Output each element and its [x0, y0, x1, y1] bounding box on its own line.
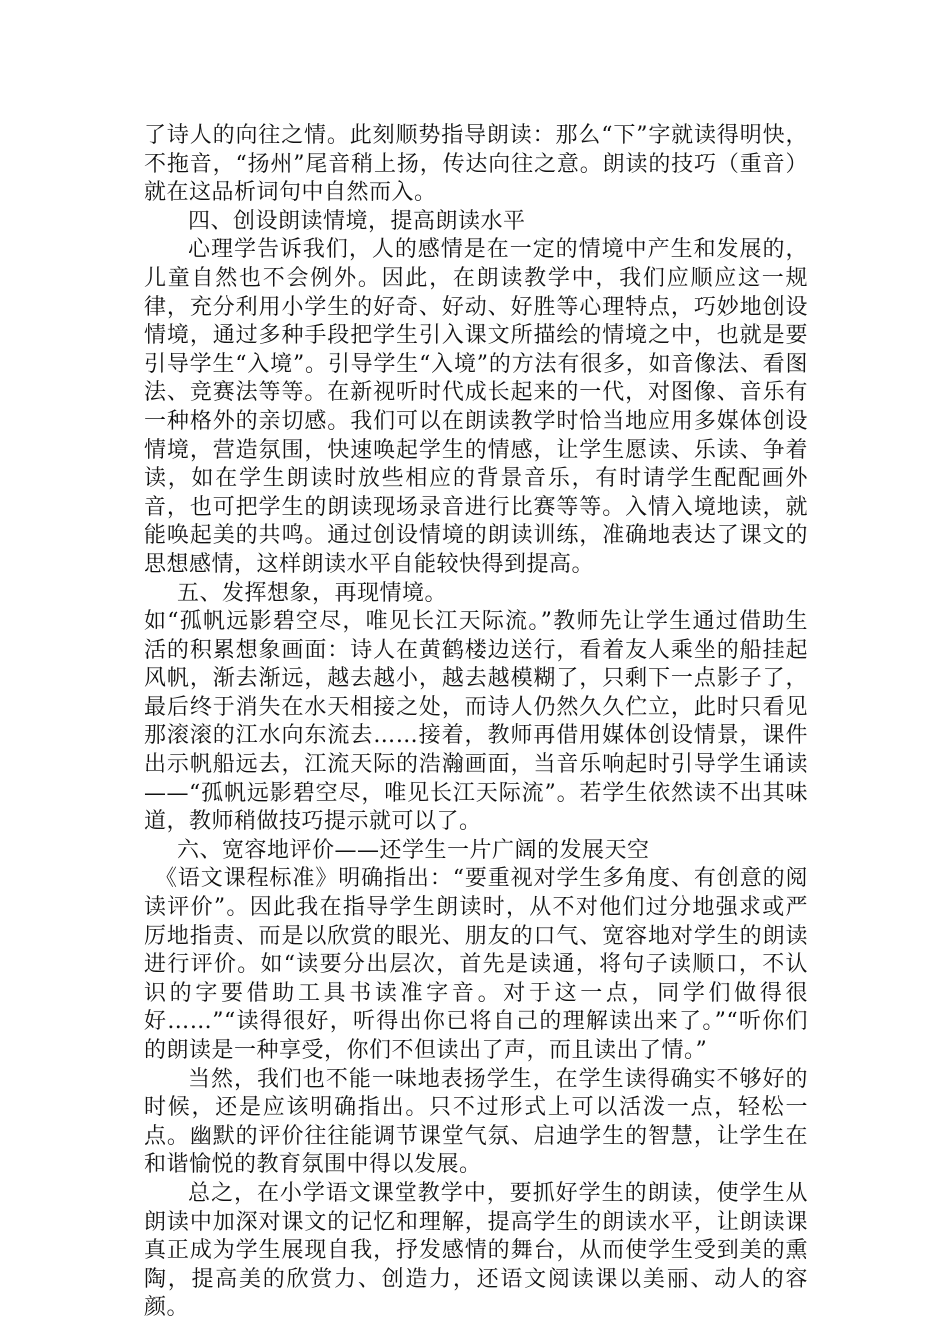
section-heading-6: 六、宽容地评价——还学生一片广阔的发展天空: [177, 837, 650, 863]
paragraph-section-6: 《语文课程标准》明确指出：“要重视对学生多角度、有创意的阅读评价”。因此我在指导学生朗读时，从不对他们过分地强求或严厉地指责、而是以欣赏的眼光、朋友的口气、宽容地对学生的朗读进行评价。如“读要分出层次，首先是读通，将句子读顺口，不认识的字要借助工具书读准字音。对于这一点，同学们做得很好……”“读得很好，听得出你已将自己的理解读出来了。”“听你们的朗读是一种享受，你们不但读出了声，而且读出了情。”: [144, 866, 808, 1063]
section-heading-5: 五、发挥想象，再现情境。: [177, 580, 448, 606]
paragraph-section-4: 心理学告诉我们，人的感情是在一定的情境中产生和发展的，儿童自然也不会例外。因此，在朗读教学中，我们应顺应这一规律，充分利用小学生的好奇、好动、好胜等心理特点，巧妙地创设情境，通过多种手段把学生引入课文所描绘的情境之中，也就是要引导学生“入境”。引导学生“入境”的方法有很多，如音像法、看图法、竞赛法等等。在新视听时代成长起来的一代，对图像、音乐有一种格外的亲切感。我们可以在朗读教学时恰当地应用多媒体创设情境，营造氛围，快速唤起学生的情感，让学生愿读、乐读、争着读，如在学生朗读时放些相应的背景音乐，有时请学生配配画外音，也可把学生的朗读现场录音进行比赛等等。入情入境地读，就能唤起美的共鸣。通过创设情境的朗读训练，准确地表达了课文的思想感情，这样朗读水平自能较快得到提高。: [144, 237, 808, 577]
paragraph-section-5: 如“孤帆远影碧空尽，唯见长江天际流。”教师先让学生通过借助生活的积累想象画面：诗人在黄鹤楼边送行，看着友人乘坐的船挂起风帆，渐去渐远，越去越小，越去越模糊了，只剩下一点影子了，最后终于消失在水天相接之处，而诗人仍然久久伫立，此时只看见那滚滚的江水向东流去……接着，教师再借用媒体创设情景，课件出示帆船远去，江流天际的浩瀚画面，当音乐响起时引导学生诵读——“孤帆远影碧空尽，唯见长江天际流”。若学生依然读不出其味道，教师稍做技巧提示就可以了。: [144, 609, 808, 835]
paragraph-section-6-b: 当然，我们也不能一味地表扬学生，在学生读得确实不够好的时候，还是应该明确指出。只不过形式上可以活泼一点，轻松一点。幽默的评价往往能调节课堂气氛、启迪学生的智慧，让学生在和谐愉悦的教育氛围中得以发展。: [144, 1066, 808, 1178]
paragraph-continuation: 了诗人的向往之情。此刻顺势指导朗读：那么“下”字就读得明快，不拖音，“扬州”尾音稍上扬，传达向往之意。朗读的技巧（重音）就在这品析词句中自然而入。: [144, 123, 808, 206]
document-body: [144, 122, 808, 1323]
paragraph-conclusion: 总之，在小学语文课堂教学中，要抓好学生的朗读，使学生从朗读中加深对课文的记忆和理解，提高学生的朗读水平，让朗读课真正成为学生展现自我，抒发感情的舞台，从而使学生受到美的熏陶，提高美的欣赏力、创造力，还语文阅读课以美丽、动人的容颜。: [144, 1180, 808, 1321]
section-heading-4: 四、创设朗读情境，提高朗读水平: [188, 208, 526, 234]
